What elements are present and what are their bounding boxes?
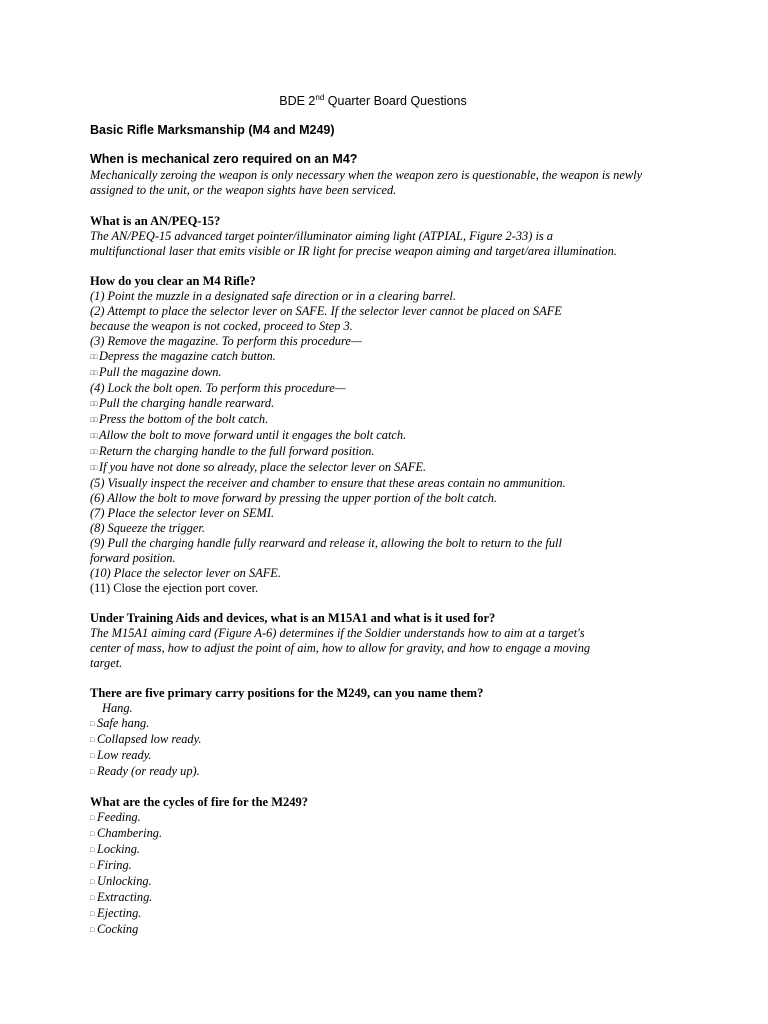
list-item (90, 289, 650, 304)
list-item-text: Safe hang. (97, 716, 150, 730)
list-item-text: Pull the charging handle rearward. (99, 396, 275, 410)
list-item-text: (1) Point the muzzle in a designated safe direction or in a clearing barrel. (90, 289, 456, 303)
list-item-text: If you have not done so already, place the selector lever on SAFE. (99, 460, 427, 474)
list-item (90, 566, 650, 581)
answer-line: assigned to the unit, or the weapon sights have been serviced. (90, 183, 397, 197)
question-heading: What is an AN/PEQ-15? (90, 214, 221, 228)
list-item (90, 334, 650, 349)
bullet-icon: □□ (90, 448, 97, 456)
list-item-text: Locking. (97, 842, 141, 856)
list-item-text: forward position. (90, 551, 176, 565)
list-item (90, 810, 650, 826)
list-item-text: because the weapon is not cocked, proceed to Step 3. (90, 319, 353, 333)
list-item (90, 536, 650, 551)
list-item-text: (8) Squeeze the trigger. (90, 521, 205, 535)
list-item (90, 748, 650, 764)
question-heading: There are five primary carry positions for the M249, can you name them? (90, 686, 484, 700)
list-item-text: Ready (or ready up). (97, 764, 200, 778)
answer-line: Mechanically zeroing the weapon is only necessary when the weapon zero is questionable, the weapon is newly (90, 168, 643, 182)
list-item: Hang. (102, 701, 133, 715)
bullet-icon: □ (90, 752, 94, 760)
section-heading: Basic Rifle Marksmanship (M4 and M249) (90, 123, 335, 137)
list-item (90, 412, 650, 428)
answer-line: target. (90, 656, 123, 670)
list-item (90, 551, 650, 566)
list-item (90, 716, 650, 732)
answer-line: center of mass, how to adjust the point of aim, how to allow for gravity, and how to engage a moving (90, 641, 591, 655)
bullet-icon: □□ (90, 369, 97, 377)
list-item-text: Cocking (97, 922, 139, 936)
list-item-text: Chambering. (97, 826, 163, 840)
list-item (90, 890, 650, 906)
question-block-cycles-of-fire (90, 795, 650, 938)
list-item-text: Pull the magazine down. (99, 365, 222, 379)
bullet-icon: □□ (90, 432, 97, 440)
list-item (90, 476, 650, 491)
answer-line: multifunctional laser that emits visible or IR light for precise weapon aiming and target/area illumination. (90, 244, 617, 258)
answer-line: The AN/PEQ-15 advanced target pointer/illuminator aiming light (ATPIAL, Figure 2-33) is a (90, 229, 554, 243)
title-suffix: Quarter Board Questions (324, 94, 467, 108)
question-block-an-peq-15 (90, 214, 650, 259)
bullet-icon: □ (90, 926, 94, 934)
list-item (90, 506, 650, 521)
list-item (90, 444, 650, 460)
list-item-text: Firing. (97, 858, 132, 872)
list-item (90, 922, 650, 938)
document-page (90, 93, 650, 953)
bullet-icon: □ (90, 768, 94, 776)
list-item (90, 349, 650, 365)
list-item-text: Depress the magazine catch button. (99, 349, 276, 363)
title-superscript: nd (315, 92, 325, 102)
list-item (90, 460, 650, 476)
bullet-icon: □ (90, 878, 94, 886)
question-heading: How do you clear an M4 Rifle? (90, 274, 256, 288)
list-item-text: Low ready. (97, 748, 152, 762)
bullet-icon: □□ (90, 353, 97, 361)
list-item (90, 858, 650, 874)
carry-positions-list (90, 716, 650, 780)
question-heading: Under Training Aids and devices, what is an M15A1 and what is it used for? (90, 611, 496, 625)
document-title (90, 93, 650, 110)
list-item (90, 319, 650, 334)
list-item-text: Unlocking. (97, 874, 152, 888)
bullet-icon: □ (90, 830, 94, 838)
list-item (90, 381, 650, 396)
cycles-of-fire-list (90, 810, 650, 938)
answer-line: The M15A1 aiming card (Figure A-6) determines if the Soldier understands how to aim at a target's (90, 626, 585, 640)
question-heading: What are the cycles of fire for the M249? (90, 795, 308, 809)
bullet-icon: □ (90, 862, 94, 870)
bullet-icon: □□ (90, 416, 97, 424)
answer-line: (11) Close the ejection port cover. (90, 581, 259, 595)
list-item-text: Allow the bolt to move forward until it engages the bolt catch. (99, 428, 407, 442)
bullet-icon: □ (90, 720, 94, 728)
list-item (90, 874, 650, 890)
list-item (90, 732, 650, 748)
clearing-steps-list (90, 289, 650, 581)
list-item (90, 428, 650, 444)
bullet-icon: □□ (90, 400, 97, 408)
list-item-text: (3) Remove the magazine. To perform this procedure— (90, 334, 362, 348)
bullet-icon: □□ (90, 464, 97, 472)
list-item-text: Ejecting. (97, 906, 142, 920)
list-item-text: (2) Attempt to place the selector lever on SAFE. If the selector lever cannot be placed on SAFE (90, 304, 562, 318)
list-item-text: Feeding. (97, 810, 141, 824)
question-block-carry-positions (90, 686, 650, 780)
list-item-text: Press the bottom of the bolt catch. (99, 412, 269, 426)
list-item-text: (7) Place the selector lever on SEMI. (90, 506, 275, 520)
list-item-text: (6) Allow the bolt to move forward by pressing the upper portion of the bolt catch. (90, 491, 498, 505)
list-item-text: (9) Pull the charging handle fully rearward and release it, allowing the bolt to return to the full (90, 536, 562, 550)
list-item (90, 491, 650, 506)
list-item (90, 842, 650, 858)
list-item-text: Return the charging handle to the full forward position. (99, 444, 375, 458)
list-item (90, 826, 650, 842)
list-item-text: (4) Lock the bolt open. To perform this procedure— (90, 381, 346, 395)
title-prefix: BDE 2 (279, 94, 316, 108)
question-block-clear-m4 (90, 274, 650, 596)
list-item (90, 906, 650, 922)
list-item (90, 521, 650, 536)
list-item-text: (5) Visually inspect the receiver and chamber to ensure that these areas contain no ammunition. (90, 476, 566, 490)
bullet-icon: □ (90, 814, 94, 822)
question-block-m15a1 (90, 611, 650, 671)
bullet-icon: □ (90, 846, 94, 854)
list-item (90, 764, 650, 780)
list-item-text: Collapsed low ready. (97, 732, 202, 746)
list-item (90, 396, 650, 412)
bullet-icon: □ (90, 910, 94, 918)
bullet-icon: □ (90, 894, 94, 902)
list-item-text: (10) Place the selector lever on SAFE. (90, 566, 281, 580)
list-item (90, 304, 650, 319)
question-heading: When is mechanical zero required on an M4? (90, 152, 358, 166)
question-block-mechanical-zero (90, 151, 650, 198)
bullet-icon: □ (90, 736, 94, 744)
list-item-text: Extracting. (97, 890, 153, 904)
list-item (90, 365, 650, 381)
